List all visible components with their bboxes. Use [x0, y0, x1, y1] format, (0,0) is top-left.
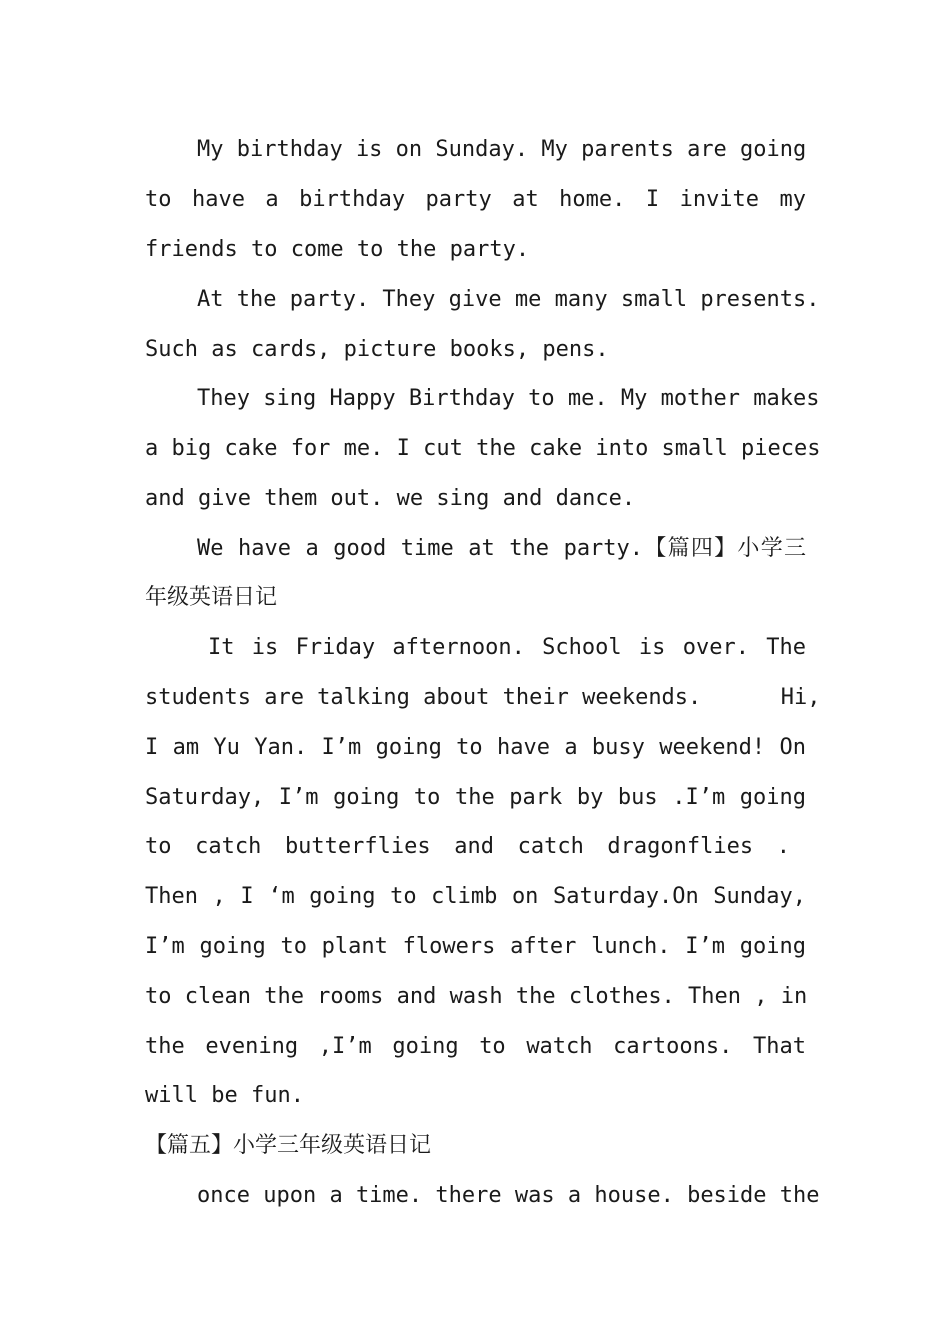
text-line: 年级英语日记 — [145, 585, 278, 610]
text-line: a big cake for me. I cut the cake into small pieces — [145, 436, 821, 461]
text-line: friends to come to the party. — [145, 237, 530, 262]
text-line: They sing Happy Birthday to me. My mother makes — [197, 386, 820, 411]
text-line: It is Friday afternoon. School is over. The — [208, 635, 806, 660]
text-line: to clean the rooms and wash the clothes. Then , in — [145, 984, 808, 1009]
text-line: students are talking about their weekends. Hi, — [145, 685, 821, 710]
text-line: will be fun. — [145, 1083, 304, 1108]
text-line: to have a birthday party at home. I invite my — [145, 187, 806, 212]
text-line: At the party. They give me many small presents. — [197, 287, 820, 312]
text-line: Such as cards, picture books, pens. — [145, 337, 609, 362]
text-line: to catch butterflies and catch dragonflies . — [145, 834, 790, 859]
section-heading: 【篇五】小学三年级英语日记 — [145, 1133, 432, 1158]
text-line: Saturday, I’m going to the park by bus .I’m going — [145, 785, 806, 810]
text-line: My birthday is on Sunday. My parents are going — [197, 137, 807, 162]
text-line: the evening ,I’m going to watch cartoons. That — [145, 1034, 806, 1059]
text-line: I’m going to plant flowers after lunch. I’m going — [145, 934, 806, 959]
text-line: We have a good time at the party.【篇四】小学三 — [197, 536, 806, 561]
text-line: I am Yu Yan. I’m going to have a busy weekend! On — [145, 735, 806, 760]
text-line: Then , I ‘m going to climb on Saturday.On Sunday, — [145, 884, 806, 909]
text-line: once upon a time. there was a house. beside the — [197, 1183, 820, 1208]
text-line: and give them out. we sing and dance. — [145, 486, 636, 511]
